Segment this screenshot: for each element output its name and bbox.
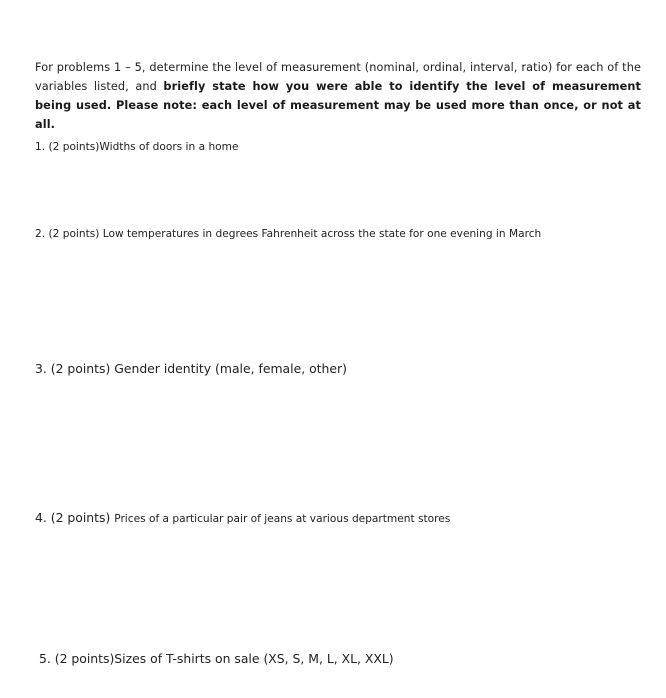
instructions-text: For problems 1 – 5, determine the level of measurement (nominal, ordinal, interval, ratio) for each of the variables listed, and bbox=[35, 61, 641, 93]
instructions-paragraph bbox=[35, 58, 641, 134]
question-1: 1. (2 points)Widths of doors in a home bbox=[35, 141, 239, 153]
question-3: 3. (2 points) Gender identity (male, female, other) bbox=[35, 361, 347, 376]
question-4-text: Prices of a particular pair of jeans at various department stores bbox=[114, 513, 451, 525]
question-5: 5. (2 points)Sizes of T-shirts on sale (XS, S, M, L, XL, XXL) bbox=[39, 651, 394, 666]
question-4-number: 4. (2 points) bbox=[35, 510, 115, 525]
question-4 bbox=[35, 507, 450, 526]
question-2: 2. (2 points) Low temperatures in degrees Fahrenheit across the state for one evening in March bbox=[35, 228, 542, 240]
instructions-bold-text: briefly state how you were able to identify the level of measurement being used. Please note: each level of measurement may be used more than once, or not at all. bbox=[35, 80, 642, 131]
